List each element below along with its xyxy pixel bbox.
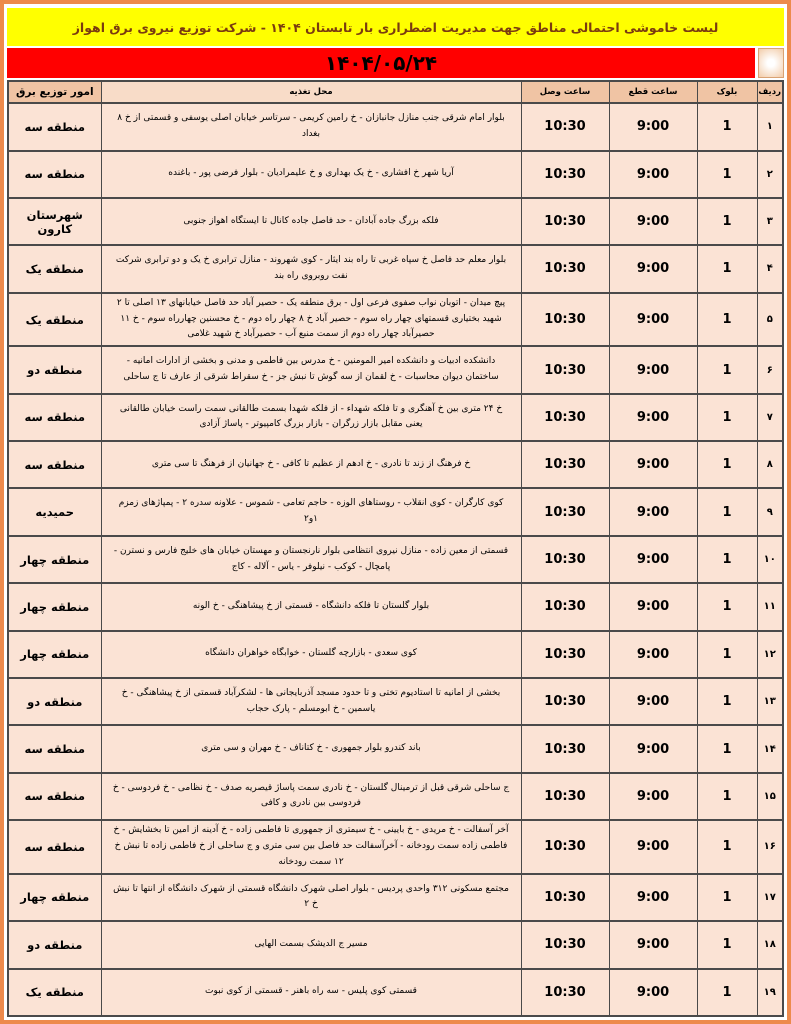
cell-district: شهرستان کارون bbox=[8, 198, 101, 245]
table-row bbox=[8, 969, 783, 1016]
cell-location: قسمتی کوی پلیس - سه راه باهنر - قسمتی از کوی نبوت bbox=[101, 969, 521, 1016]
table-row bbox=[8, 103, 783, 150]
schedule-date: ۱۴۰۴/۰۵/۲۴ bbox=[324, 51, 438, 75]
cell-row-number: ۱۷ bbox=[757, 874, 783, 921]
cell-district: منطقه چهار bbox=[8, 874, 101, 921]
table-row bbox=[8, 874, 783, 921]
cell-row-number: ۱۱ bbox=[757, 583, 783, 630]
date-bar bbox=[7, 48, 755, 78]
col-header-row-number: ردیف bbox=[757, 81, 783, 103]
cell-district: منطقه یک bbox=[8, 969, 101, 1016]
cell-cut-time: 9:00 bbox=[609, 346, 697, 393]
table-row bbox=[8, 245, 783, 292]
cell-location: مجتمع مسکونی ۳۱۲ واحدی پردیس - بلوار اصلی شهرک دانشگاه قسمتی از شهرک دانشگاه از انتها تا نبش خ ۲ bbox=[101, 874, 521, 921]
corner-cell bbox=[758, 48, 784, 78]
cell-location: فلکه بزرگ جاده آبادان - حد فاصل جاده کانال تا ایستگاه اهواز جنوبی bbox=[101, 198, 521, 245]
cell-district: منطقه سه bbox=[8, 441, 101, 488]
cell-location: بخشی از امانیه تا استادیوم تختی و تا حدود مسجد آذربایجانی ها - لشکرآباد قسمتی از خ پیشاهنگی - خ یاسمین - خ ابومسلم - پارک حجاب bbox=[101, 678, 521, 725]
cell-cut-time: 9:00 bbox=[609, 151, 697, 198]
cell-district: منطقه یک bbox=[8, 245, 101, 292]
cell-reconnect-time: 10:30 bbox=[521, 969, 609, 1016]
cell-row-number: ۱ bbox=[757, 103, 783, 150]
cell-reconnect-time: 10:30 bbox=[521, 245, 609, 292]
schedule-body bbox=[8, 81, 783, 1016]
cell-reconnect-time: 10:30 bbox=[521, 198, 609, 245]
cell-district: منطقه چهار bbox=[8, 536, 101, 583]
cell-reconnect-time: 10:30 bbox=[521, 394, 609, 441]
cell-block: 1 bbox=[697, 631, 757, 678]
table-row bbox=[8, 678, 783, 725]
cell-reconnect-time: 10:30 bbox=[521, 725, 609, 772]
cell-district: منطقه سه bbox=[8, 151, 101, 198]
cell-location: ج ساحلی شرقی قبل از ترمینال گلستان - خ نادری سمت پاساژ قیصریه صدف - خ نظامی - خ فردوسی - خ فردوسی بین نادری و کافی bbox=[101, 773, 521, 820]
cell-reconnect-time: 10:30 bbox=[521, 583, 609, 630]
col-header-reconnect-time: ساعت وصل bbox=[521, 81, 609, 103]
cell-location: بلوار گلستان تا فلکه دانشگاه - قسمتی از خ پیشاهنگی - خ الونه bbox=[101, 583, 521, 630]
table-row bbox=[8, 921, 783, 968]
cell-row-number: ۶ bbox=[757, 346, 783, 393]
table-row bbox=[8, 725, 783, 772]
cell-row-number: ۱۳ bbox=[757, 678, 783, 725]
cell-block: 1 bbox=[697, 198, 757, 245]
table-row bbox=[8, 536, 783, 583]
cell-reconnect-time: 10:30 bbox=[521, 441, 609, 488]
cell-cut-time: 9:00 bbox=[609, 583, 697, 630]
cell-row-number: ۱۹ bbox=[757, 969, 783, 1016]
cell-block: 1 bbox=[697, 394, 757, 441]
cell-reconnect-time: 10:30 bbox=[521, 488, 609, 535]
cell-cut-time: 9:00 bbox=[609, 773, 697, 820]
cell-cut-time: 9:00 bbox=[609, 678, 697, 725]
cell-row-number: ۱۶ bbox=[757, 820, 783, 874]
cell-row-number: ۸ bbox=[757, 441, 783, 488]
cell-district: منطقه یک bbox=[8, 293, 101, 347]
cell-district: منطقه دو bbox=[8, 346, 101, 393]
cell-location: قسمتی از معین زاده - منازل نیروی انتظامی بلوار نارنجستان و مهستان خیابان های خلیج فارس و نسترن - پامچال - کوکب - نیلوفر - یاس - آلاله - کاج bbox=[101, 536, 521, 583]
cell-reconnect-time: 10:30 bbox=[521, 874, 609, 921]
cell-district: منطقه سه bbox=[8, 394, 101, 441]
cell-cut-time: 9:00 bbox=[609, 725, 697, 772]
date-row bbox=[7, 48, 784, 78]
cell-cut-time: 9:00 bbox=[609, 441, 697, 488]
cell-block: 1 bbox=[697, 583, 757, 630]
cell-row-number: ۱۵ bbox=[757, 773, 783, 820]
cell-location: دانشکده ادبیات و دانشکده امیر المومنین - خ مدرس بین فاطمی و مدنی و بخشی از ادارات امانیه - ساختمان دیوان محاسبات - خ لقمان از سه گوش تا نبش جز - خ سقراط شرقی از عارف تا ج ساحلی bbox=[101, 346, 521, 393]
col-header-cut-time: ساعت قطع bbox=[609, 81, 697, 103]
cell-cut-time: 9:00 bbox=[609, 245, 697, 292]
cell-row-number: ۱۴ bbox=[757, 725, 783, 772]
cell-location: کوی کارگران - کوی انقلاب - روستاهای الوزه - حاجم تعامی - شموس - علاونه سدره ۲ - پمپاژهای زمزم ۱و۲ bbox=[101, 488, 521, 535]
document-title: لیست خاموشی احتمالی مناطق جهت مدیریت اضطراری بار تابستان ۱۴۰۴ - شرکت توزیع نیروی برق اهواز bbox=[7, 8, 784, 46]
cell-district: حمیدیه bbox=[8, 488, 101, 535]
cell-block: 1 bbox=[697, 678, 757, 725]
cell-location: خ فرهنگ از زند تا نادری - خ ادهم از عظیم تا کافی - خ جهانیان از فرهنگ تا سی متری bbox=[101, 441, 521, 488]
cell-block: 1 bbox=[697, 346, 757, 393]
cell-reconnect-time: 10:30 bbox=[521, 151, 609, 198]
cell-location: بلوار امام شرقی جنب منازل جانبازان - خ رامین کریمی - سرتاسر خیابان اصلی یوسفی و قسمتی از خ ۸ بغداد bbox=[101, 103, 521, 150]
cell-location: آریا شهر خ افشاری - خ یک بهداری و خ علیمرادیان - بلوار فرضی پور - باغنده bbox=[101, 151, 521, 198]
cell-block: 1 bbox=[697, 151, 757, 198]
cell-block: 1 bbox=[697, 103, 757, 150]
cell-cut-time: 9:00 bbox=[609, 820, 697, 874]
cell-block: 1 bbox=[697, 969, 757, 1016]
cell-row-number: ۲ bbox=[757, 151, 783, 198]
col-header-location: محل تغذیه bbox=[101, 81, 521, 103]
cell-district: منطقه سه bbox=[8, 103, 101, 150]
cell-cut-time: 9:00 bbox=[609, 536, 697, 583]
cell-location: مسیر ج الدیشک بسمت الهایی bbox=[101, 921, 521, 968]
cell-block: 1 bbox=[697, 441, 757, 488]
cell-cut-time: 9:00 bbox=[609, 488, 697, 535]
cell-row-number: ۱۲ bbox=[757, 631, 783, 678]
cell-row-number: ۳ bbox=[757, 198, 783, 245]
cell-block: 1 bbox=[697, 536, 757, 583]
table-row bbox=[8, 394, 783, 441]
cell-cut-time: 9:00 bbox=[609, 631, 697, 678]
cell-block: 1 bbox=[697, 874, 757, 921]
cell-district: منطقه سه bbox=[8, 820, 101, 874]
cell-reconnect-time: 10:30 bbox=[521, 631, 609, 678]
header-row bbox=[8, 81, 783, 103]
cell-district: منطقه چهار bbox=[8, 631, 101, 678]
cell-block: 1 bbox=[697, 293, 757, 347]
cell-cut-time: 9:00 bbox=[609, 198, 697, 245]
cell-location: پیچ میدان - اتوبان نواب صفوی فرعی اول - برق منطقه یک - حصیر آباد حد فاصل خیابانهای ۱۳ اصلی تا ۲ شهید بختیاری قسمتهای چهار راه سوم - حصیر آباد خ ۸ چهار راه دوم - خ محسنین چهارراه سوم - خ ۱۱ حصیرآباد چهار راه دوم از سمت منبع آب - حصیرآباد خ شهید غلامی bbox=[101, 293, 521, 347]
cell-location: کوی سعدی - بازارچه گلستان - خوابگاه خواهران دانشگاه bbox=[101, 631, 521, 678]
cell-location: خ ۲۴ متری بین خ آهنگری و تا فلکه شهداء - از فلکه شهدا بسمت طالقانی سمت راست خیابان طالقانی یعنی مقابل بازار زرگران - بازار بزرگ کامپیوتر - پاساژ آزادی bbox=[101, 394, 521, 441]
cell-district: منطقه سه bbox=[8, 725, 101, 772]
cell-cut-time: 9:00 bbox=[609, 874, 697, 921]
table-row bbox=[8, 441, 783, 488]
cell-row-number: ۴ bbox=[757, 245, 783, 292]
col-header-district: امور توزیع برق bbox=[8, 81, 101, 103]
cell-cut-time: 9:00 bbox=[609, 394, 697, 441]
col-header-block: بلوک bbox=[697, 81, 757, 103]
table-row bbox=[8, 488, 783, 535]
cell-district: منطقه دو bbox=[8, 921, 101, 968]
cell-row-number: ۷ bbox=[757, 394, 783, 441]
cell-district: منطقه دو bbox=[8, 678, 101, 725]
cell-block: 1 bbox=[697, 488, 757, 535]
cell-row-number: ۹ bbox=[757, 488, 783, 535]
cell-cut-time: 9:00 bbox=[609, 103, 697, 150]
cell-reconnect-time: 10:30 bbox=[521, 773, 609, 820]
table-row bbox=[8, 583, 783, 630]
cell-block: 1 bbox=[697, 921, 757, 968]
cell-district: منطقه سه bbox=[8, 773, 101, 820]
cell-reconnect-time: 10:30 bbox=[521, 536, 609, 583]
table-row bbox=[8, 820, 783, 874]
table-row bbox=[8, 346, 783, 393]
cell-row-number: ۱۸ bbox=[757, 921, 783, 968]
table-row bbox=[8, 773, 783, 820]
cell-reconnect-time: 10:30 bbox=[521, 293, 609, 347]
cell-block: 1 bbox=[697, 725, 757, 772]
table-row bbox=[8, 151, 783, 198]
cell-row-number: ۱۰ bbox=[757, 536, 783, 583]
cell-block: 1 bbox=[697, 245, 757, 292]
cell-block: 1 bbox=[697, 773, 757, 820]
cell-cut-time: 9:00 bbox=[609, 921, 697, 968]
cell-location: بلوار معلم حد فاصل خ سپاه غربی تا راه بند ایثار - کوی شهروند - منازل ترابری خ یک و دو ترابری شرکت نفت روبروی راه بند bbox=[101, 245, 521, 292]
cell-row-number: ۵ bbox=[757, 293, 783, 347]
cell-reconnect-time: 10:30 bbox=[521, 678, 609, 725]
cell-reconnect-time: 10:30 bbox=[521, 103, 609, 150]
cell-reconnect-time: 10:30 bbox=[521, 921, 609, 968]
cell-block: 1 bbox=[697, 820, 757, 874]
table-row bbox=[8, 631, 783, 678]
outage-schedule-table bbox=[7, 80, 784, 1017]
cell-cut-time: 9:00 bbox=[609, 969, 697, 1016]
table-row bbox=[8, 293, 783, 347]
cell-district: منطقه چهار bbox=[8, 583, 101, 630]
cell-location: آخر آسفالت - خ مریدی - خ بایینی - خ سیمتری از جمهوری تا فاطمی زاده - خ آدینه از امین تا بخشایش - خ فاطمی زاده سمت رودخانه - آخرآسفالت حد فاصل بین سی متری و ج ساحلی از خ فاطمی زاده تا نبش خ ۱۲ سمت رودخانه bbox=[101, 820, 521, 874]
cell-reconnect-time: 10:30 bbox=[521, 346, 609, 393]
cell-cut-time: 9:00 bbox=[609, 293, 697, 347]
cell-location: باند کندرو بلوار جمهوری - خ کتاناف - خ مهران و سی متری bbox=[101, 725, 521, 772]
cell-reconnect-time: 10:30 bbox=[521, 820, 609, 874]
table-row bbox=[8, 198, 783, 245]
